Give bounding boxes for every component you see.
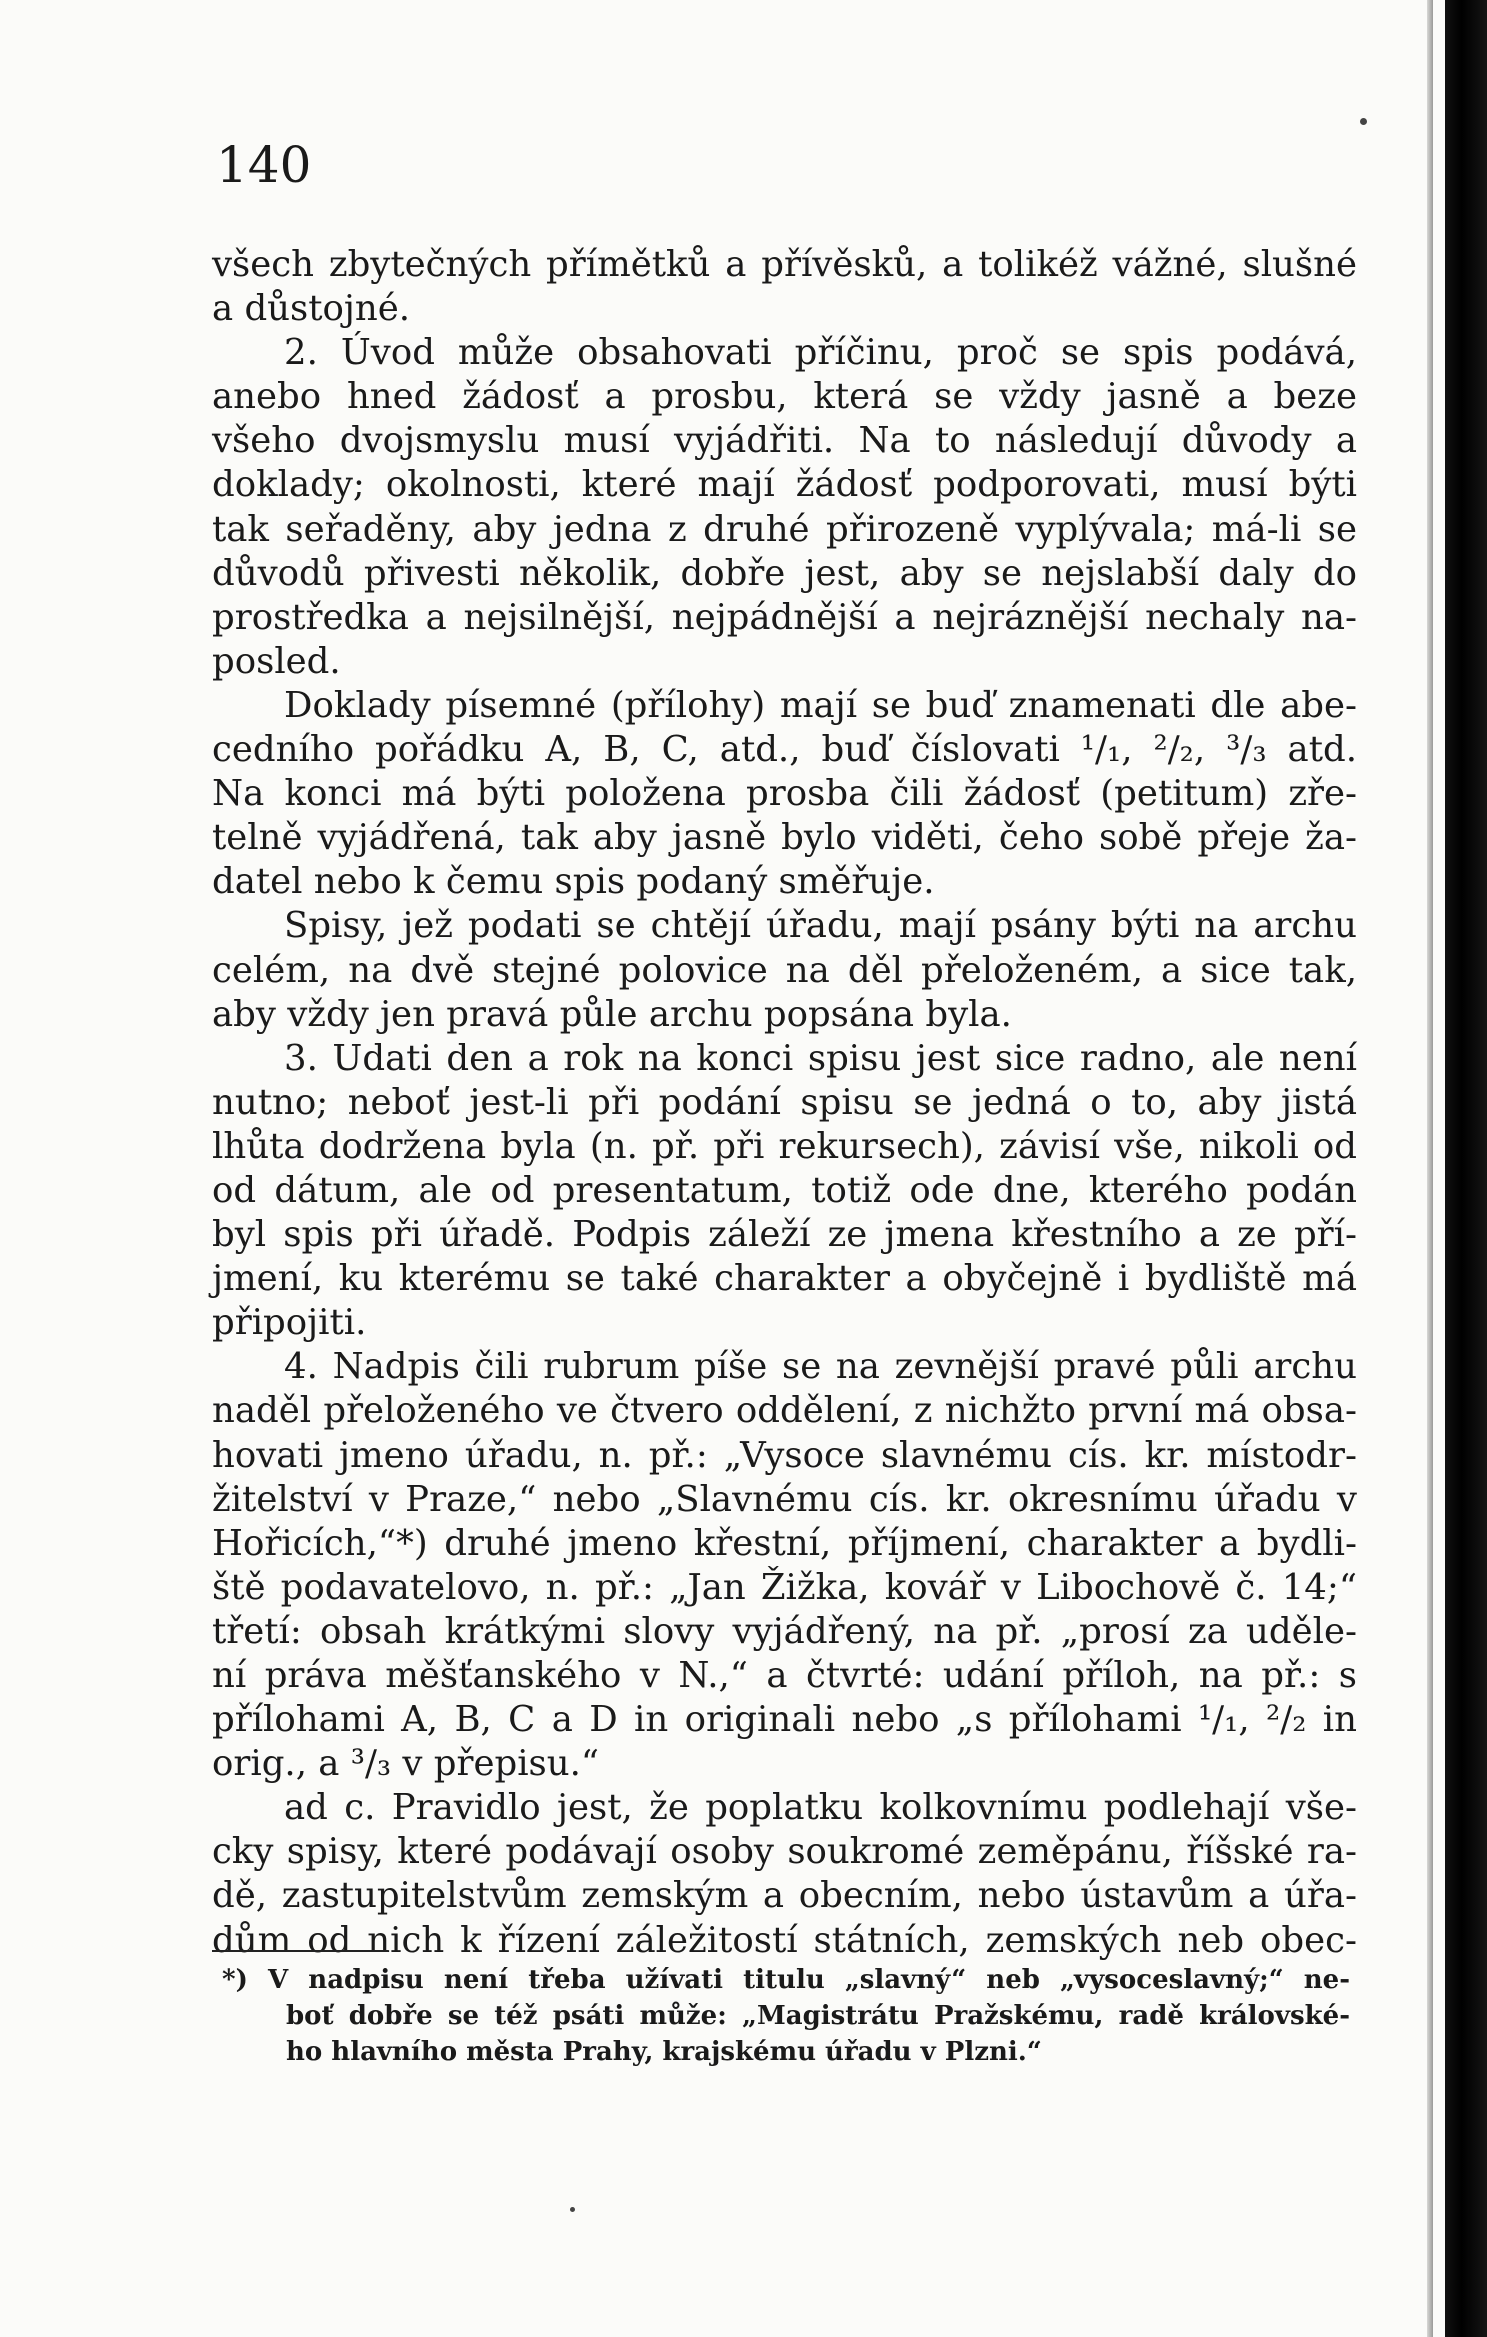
footnote-line: ho hlavního města Prahy, krajskému úřadu v Plzni.“	[286, 2037, 1042, 2067]
page-edge-shadow	[1427, 0, 1433, 2337]
text-line: žitelství v Praze,“ nebo „Slavnému cís. kr. okresnímu úřadu v	[212, 1478, 1357, 1520]
text-line: cky spisy, které podávají osoby soukromé zeměpánu, říšské ra-	[212, 1831, 1357, 1873]
page-number: 140	[216, 136, 312, 194]
text-line: telně vyjádřená, tak aby jasně bylo viděti, čeho sobě přeje ža-	[212, 817, 1357, 859]
text-line: ní práva měšťanského v N.,“ a čtvrté: udání příloh, na př.: s	[212, 1655, 1357, 1696]
text-line: a důstojné.	[212, 288, 411, 330]
text-line: důvodů přivesti několik, dobře jest, aby se nejslabší daly do	[212, 552, 1357, 594]
ink-speck	[1360, 118, 1367, 125]
text-line: dům od nich k řízení záležitostí státních, zemských neb obec-	[212, 1919, 1357, 1961]
text-line: orig., a ³/₃ v přepisu.“	[212, 1743, 600, 1785]
text-line: Na konci má býti položena prosba čili žádosť (petitum) zře-	[212, 773, 1357, 815]
ink-speck	[570, 2207, 575, 2212]
text-line: nutno; neboť jest-li při podání spisu se jedná o to, aby jistá	[212, 1081, 1357, 1123]
text-line: 2. Úvod může obsahovati příčinu, proč se spis podává,	[284, 332, 1357, 374]
text-line: aby vždy jen pravá půle archu popsána byla.	[212, 993, 1012, 1035]
text-line: ště podavatelovo, n. př.: „Jan Žižka, kovář v Libochově č. 14;“	[212, 1566, 1357, 1608]
text-line: hovati jmeno úřadu, n. př.: „Vysoce slavnému cís. kr. místodr-	[212, 1434, 1357, 1476]
text-line: naděl přeloženého ve čtvero oddělení, z nichžto první má obsa-	[212, 1390, 1357, 1432]
text-line: prostředka a nejsilnější, nejpádnější a nejráznější nechaly na-	[212, 596, 1357, 638]
text-line: doklady; okolnosti, které mají žádosť podporovati, musí býti	[212, 464, 1357, 506]
text-line: celém, na dvě stejné polovice na děl přeloženém, a sice tak,	[212, 949, 1357, 991]
text-line: připojiti.	[212, 1302, 367, 1344]
text-line: jmení, ku kterému se také charakter a obyčejně i bydliště má	[212, 1258, 1357, 1300]
text-line: 3. Udati den a rok na konci spisu jest sice radno, ale není	[284, 1037, 1357, 1079]
text-line: třetí: obsah krátkými slovy vyjádřený, na př. „prosí za uděle-	[212, 1610, 1357, 1652]
text-line: Spisy, jež podati se chtějí úřadu, mají psány býti na archu	[284, 905, 1357, 947]
text-line: posled.	[212, 640, 341, 682]
text-line: dě, zastupitelstvům zemským a obecním, nebo ústavům a úřa-	[212, 1875, 1357, 1917]
text-line: anebo hned žádosť a prosbu, která se vždy jasně a beze	[212, 376, 1357, 418]
text-line: všeho dvojsmyslu musí vyjádřiti. Na to následují důvody a	[212, 420, 1357, 462]
text-line: přílohami A, B, C a D in originali nebo „s přílohami ¹/₁, ²/₂ in	[212, 1699, 1357, 1741]
scan-border	[1445, 0, 1487, 2337]
footnote-line: *) V nadpisu není třeba užívati titulu „slavný“ neb „vysoceslavný;“ ne-	[222, 1965, 1350, 1995]
body-text	[212, 243, 1357, 1963]
text-line: všech zbytečných přímětků a přívěsků, a tolikéž vážné, slušné	[212, 244, 1357, 285]
text-line: ad c. Pravidlo jest, že poplatku kolkovnímu podlehají vše-	[284, 1787, 1357, 1829]
text-line: 4. Nadpis čili rubrum píše se na zevnější pravé půli archu	[284, 1346, 1357, 1388]
text-line: Hořicích,“*) druhé jmeno křestní, příjmení, charakter a bydli-	[212, 1522, 1357, 1564]
text-line: Doklady písemné (přílohy) mají se buď znamenati dle abe-	[284, 684, 1357, 726]
text-line: od dátum, ale od presentatum, totiž ode dne, kterého podán	[212, 1169, 1357, 1211]
footnotes	[222, 1962, 1350, 2070]
text-line: byl spis při úřadě. Podpis záleží ze jmena křestního a ze pří-	[212, 1214, 1357, 1256]
text-line: tak seřaděny, aby jedna z druhé přirozeně vyplývala; má-li se	[212, 508, 1357, 550]
text-line: cedního pořádku A, B, C, atd., buď číslovati ¹/₁, ²/₂, ³/₃ atd.	[212, 729, 1357, 771]
footnote-line: boť dobře se též psáti může: „Magistrátu Pražskému, radě královské-	[286, 2001, 1350, 2031]
text-line: datel nebo k čemu spis podaný směřuje.	[212, 861, 935, 903]
text-line: lhůta dodržena byla (n. př. při rekursech), závisí vše, nikoli od	[212, 1125, 1357, 1167]
footnote-rule	[212, 1950, 388, 1952]
